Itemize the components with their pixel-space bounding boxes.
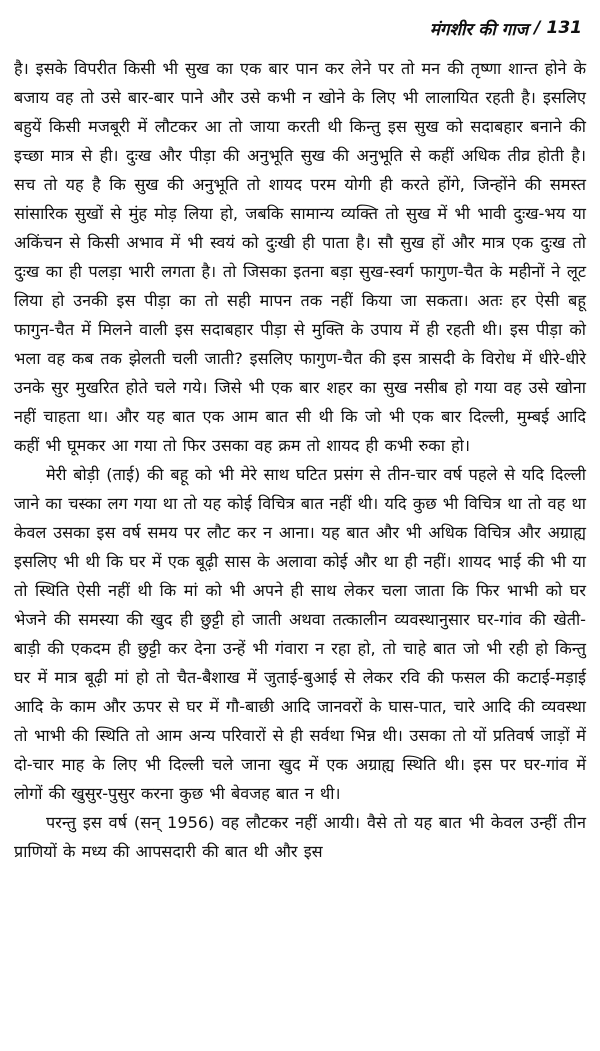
running-header <box>14 12 586 44</box>
chapter-title: मंगशीर की गाज <box>429 19 529 40</box>
paragraph-bodi-tai: मेरी बोड़ी (ताई) की बहू को भी मेरे साथ घटित प्रसंग से तीन-चार वर्ष पहले से यदि दिल्ली जाने का चस्का लग गया था तो यह कोई विचित्र बात नहीं थी। यदि कुछ भी विचित्र था तो वह था केवल उसका इस वर्ष समय पर लौट कर न आना। यह बात और भी अधिक विचित्र और अग्राह्य इसलिए भी थी कि घर में एक बूढ़ी सास के अलावा कोई और था ही नहीं। शायद भाई की भी या तो स्थिति ऐसी नहीं थी कि मां को भी अपने ही साथ लेकर चला जाता कि फिर भाभी को घर भेजने की समस्या की खुद ही छुट्टी हो जाती अथवा तत्कालीन व्यवस्थानुसार घर-गांव की खेती-बाड़ी की एकदम ही छुट्टी कर देना उन्हें भी गंवारा न रहा हो, तो चाहे बात जो भी रही हो किन्तु घर में मात्र बूढ़ी मां हो तो चैत-बैशाख में जुताई-बुआई से लेकर रवि की फसल की कटाई-मड़ाई आदि के काम और ऊपर से घर में गौ-बाछी आदि जानवरों के घास-पात, चारे आदि की व्यवस्था तो भाभी की स्थिति तो आम अन्य परिवारों से ही सर्वथा भिन्न थी। उसका तो यों प्रतिवर्ष जाड़ों में दो-चार माह के लिए भी दिल्ली चले जाना खुद में एक अग्राह्य स्थिति थी। इस पर घर-गांव में लोगों की खुसुर-पुसुर करना कुछ भी बेवजह बात न थी। <box>14 465 586 803</box>
paragraph-continued: है। इसके विपरीत किसी भी सुख का एक बार पान कर लेने पर तो मन की तृष्णा शान्त होने के बजाय वह तो उसे बार-बार पाने और उसे कभी न खोने के लिए भी लालायित रहती है। इसलिए बहुयें किसी मजबूरी में लौटकर आ तो जाया करती थी किन्तु इस सुख को सदाबहार बनाने की इच्छा मात्र से ही। दुःख और पीड़ा की अनुभूति सुख की अनुभूति से कहीं अधिक तीव्र होती है। सच तो यह है कि सुख की अनुभूति तो शायद परम योगी ही करते होंगे, जिन्होंने की समस्त सांसारिक सुखों से मुंह मोड़ लिया हो, जबकि सामान्य व्यक्ति तो सुख में भी भावी दुःख-भय या अकिंचन से किसी अभाव में भी स्वयं को दुःखी ही पाता है। सौ सुख हों और मात्र एक दुःख तो दुःख का ही पलड़ा भारी लगता है। तो जिसका इतना बड़ा सुख-स्वर्ग फागुण-चैत के महीनों ने लूट लिया हो उनकी इस पीड़ा का तो सही मापन तक नहीं किया जा सकता। अतः हर ऐसी बहू फागुन-चैत में मिलने वाली इस सदाबहार पीड़ा से मुक्ति के उपाय में ही रहती थी। इस पीड़ा को भला वह कब तक झेलती चली जाती? इसलिए फागुण-चैत की इस त्रासदी के विरोध में धीरे-धीरे उनके सुर मुखरित होते चले गये। जिसे भी एक बार शहर का सुख नसीब हो गया वह उसे खोना नहीं चाहता था। और यह बात एक आम बात सी थी कि जो भी एक बार दिल्ली, मुम्बई आदि कहीं भी घूमकर आ गया तो फिर उसका वह क्रम तो शायद ही कभी रुका हो। <box>14 59 586 455</box>
header-separator: / <box>534 18 541 38</box>
body-text <box>14 54 586 866</box>
page-number: 131 <box>546 18 582 38</box>
paragraph-1956: परन्तु इस वर्ष (सन् 1956) वह लौटकर नहीं आयी। वैसे तो यह बात भी केवल उन्हीं तीन प्राणियों के मध्य की आपसदारी की बात थी और इस <box>14 813 586 861</box>
